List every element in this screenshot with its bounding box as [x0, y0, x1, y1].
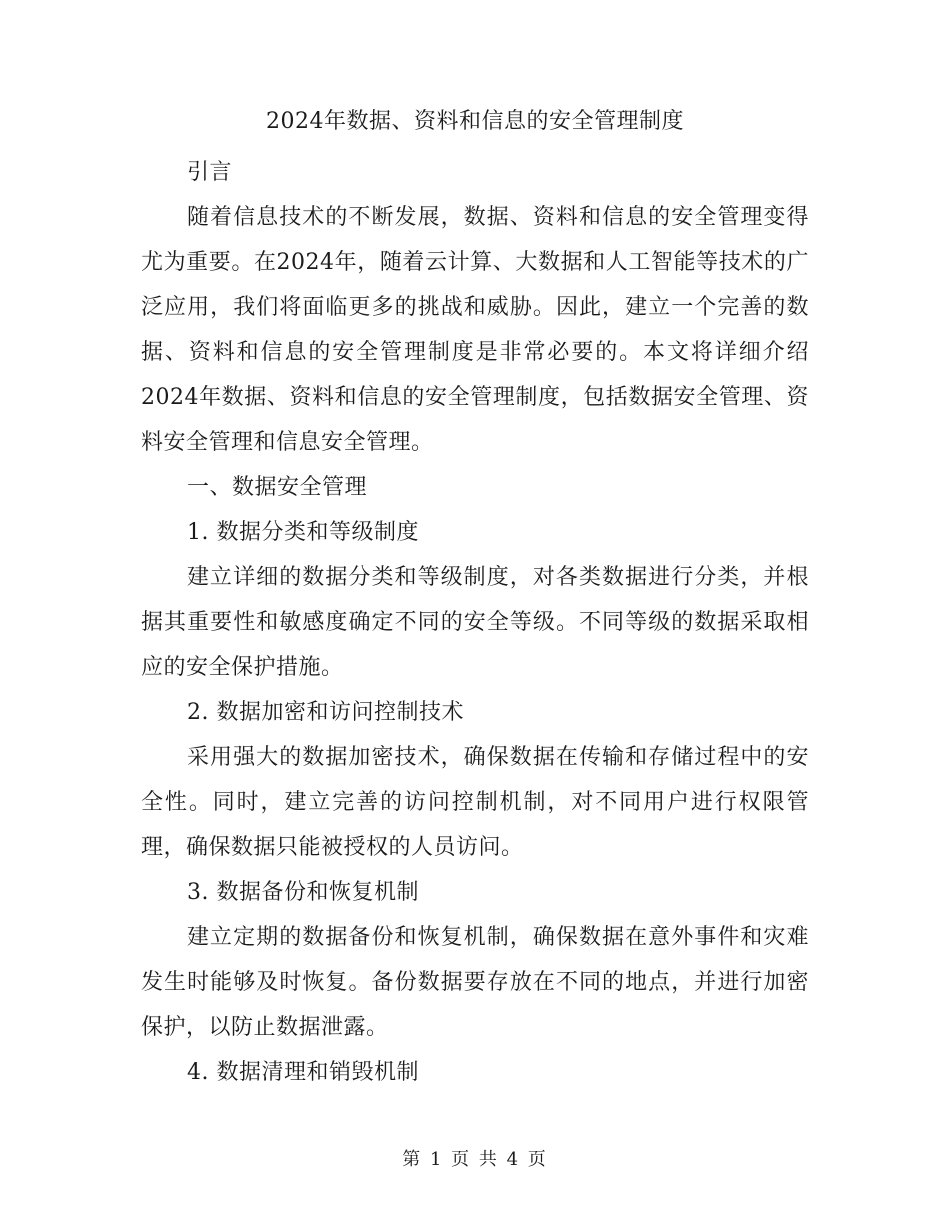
document-title: 2024年数据、资料和信息的安全管理制度	[266, 109, 684, 134]
item-paragraph-2: 采用强大的数据加密技术，确保数据在传输和存储过程中的安全性。同时，建立完善的访问控制机制，对不同用户进行权限管理，确保数据只能被授权的人员访问。	[141, 745, 809, 860]
item-paragraph-3: 建立定期的数据备份和恢复机制，确保数据在意外事件和灾难发生时能够及时恢复。备份数据要存放在不同的地点，并进行加密保护，以防止数据泄露。	[141, 925, 809, 1040]
document-body	[141, 102, 809, 1095]
intro-paragraph: 随着信息技术的不断发展，数据、资料和信息的安全管理变得尤为重要。在2024年，随着云计算、大数据和人工智能等技术的广泛应用，我们将面临更多的挑战和威胁。因此，建立一个完善的数据、资料和信息的安全管理制度是非常必要的。本文将详细介绍2024年数据、资料和信息的安全管理制度，包括数据安全管理、资料安全管理和信息安全管理。	[141, 205, 809, 455]
section-heading-data-security: 一、数据安全管理	[187, 475, 368, 500]
item-heading-2: 2. 数据加密和访问控制技术	[187, 700, 464, 725]
item-heading-4: 4. 数据清理和销毁机制	[187, 1060, 419, 1085]
item-heading-1: 1. 数据分类和等级制度	[187, 520, 419, 545]
item-heading-3: 3. 数据备份和恢复机制	[187, 880, 419, 905]
page-footer: 第 1 页 共 4 页	[402, 1149, 548, 1170]
item-paragraph-1: 建立详细的数据分类和等级制度，对各类数据进行分类，并根据其重要性和敏感度确定不同的安全等级。不同等级的数据采取相应的安全保护措施。	[141, 565, 809, 680]
intro-heading: 引言	[187, 160, 233, 185]
